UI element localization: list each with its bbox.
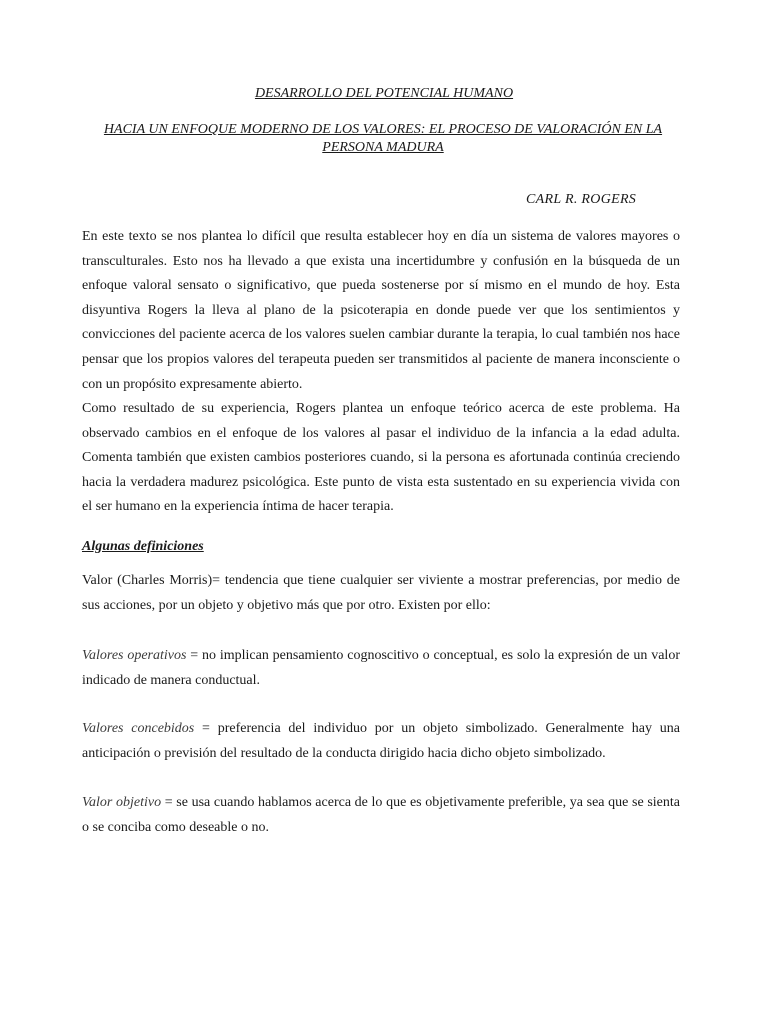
definition-text: = preferencia del individuo por un objeto simbolizado. Generalmente hay una anticipación o previsión del resultado de la conducta dirigido hacia dicho objeto simbolizado. (82, 721, 680, 761)
document-author: CARL R. ROGERS (526, 192, 637, 207)
section-heading: Algunas definiciones (82, 539, 204, 554)
definition-term: Valores operativos (82, 648, 187, 663)
document-title: DESARROLLO DEL POTENCIAL HUMANO (254, 86, 514, 101)
definition-term: Valores concebidos (82, 721, 195, 736)
definition-text: Valor (Charles Morris)= tendencia que tiene cualquier ser viviente a mostrar preferencias, por medio de sus acciones, por un objeto y objetivo más que por otro. Existen por ello: (82, 573, 680, 613)
definition-valor (82, 569, 680, 618)
definition-valor-objetivo (82, 791, 680, 840)
paragraph-result: Como resultado de su experiencia, Rogers plantea un enfoque teórico acerca de este problema. Ha observado cambios en el enfoque de los valores al pasar el individuo de la infancia a la edad adulta. Comenta también que existen cambios posteriores cuando, si la persona es afortunada continúa creciendo hacia la verdadera madurez psicológica. Este punto de vista esta sustentado en su experiencia vivida con el ser humano en la experiencia íntima de hacer terapia. (82, 401, 680, 515)
definition-text: = no implican pensamiento cognoscitivo o conceptual, es solo la expresión de un valor indicado de manera conductual. (82, 648, 680, 688)
definition-term: Valor objetivo (82, 795, 162, 810)
paragraph-intro: En este texto se nos plantea lo difícil que resulta establecer hoy en día un sistema de valores mayores o transculturales. Esto nos ha llevado a que exista una incertidumbre y confusión en la búsqueda de un enfoque valoral sensato o significativo, que pueda sostenerse por sí mismo en el mundo de hoy. Esta disyuntiva Rogers la lleva al plano de la psicoterapia en donde puede ver que los sentimientos y convicciones del paciente acerca de los valores suelen cambiar durante la terapia, lo cual también nos hace pensar que los propios valores del terapeuta pueden ser transmitidos al paciente de manera inconsciente o con un propósito expresamente abierto. (82, 229, 680, 392)
definition-valores-concebidos (82, 717, 680, 766)
definition-valores-operativos (82, 644, 680, 693)
definition-text: = se usa cuando hablamos acerca de lo que es objetivamente preferible, ya sea que se sienta o se conciba como deseable o no. (82, 795, 680, 835)
document-subtitle: HACIA UN ENFOQUE MODERNO DE LOS VALORES: EL PROCESO DE VALORACIÓN EN LA PERSONA MADURA (103, 122, 663, 155)
